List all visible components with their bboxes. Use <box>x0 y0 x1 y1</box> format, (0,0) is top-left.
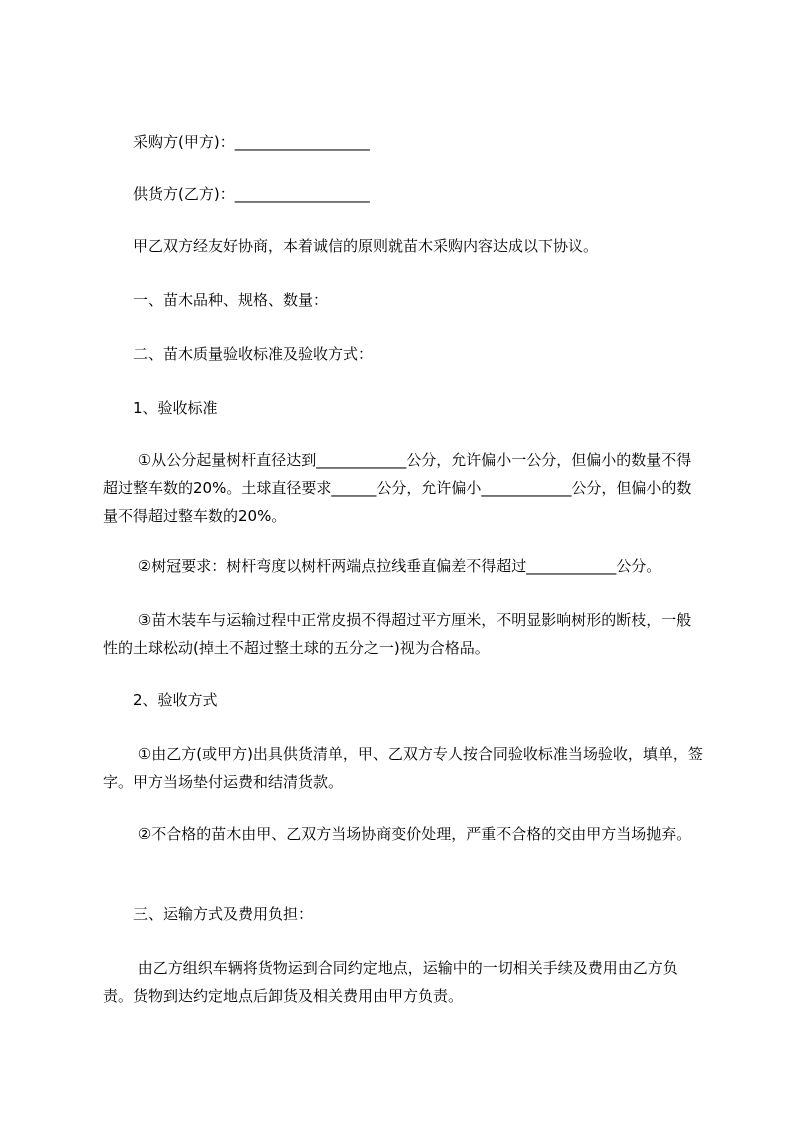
section-1-heading: 一、苗木品种、规格、数量： <box>103 291 329 309</box>
clause-transport-damage: ③苗木装车与运输过程中正常皮损不得超过平方厘米，不明显影响树形的断枝，一般性的土球松动(掉土不超过整土球的五分之一)视为合格品。 <box>103 611 692 657</box>
section-2-heading: 二、苗木质量验收标准及验收方式： <box>103 345 374 363</box>
supplier-line: 供货方(乙方)：__________________ <box>103 185 370 203</box>
subsection-acceptance-standard: 1、验收标准 <box>103 399 218 417</box>
clause-crown-requirement: ②树冠要求：树杆弯度以树杆两端点拉线垂直偏差不得超过____________公分。 <box>103 557 662 575</box>
buyer-line: 采购方(甲方)：__________________ <box>103 133 370 151</box>
clause-supply-list: ①由乙方(或甲方)出具供货清单，甲、乙双方专人按合同验收标准当场验收，填单，签字。甲方当场垫付运费和结清货款。 <box>103 745 703 791</box>
clause-transport: 由乙方组织车辆将货物运到合同约定地点，运输中的一切相关手续及费用由乙方负责。货物到达约定地点后卸货及相关费用由甲方负责。 <box>103 959 678 1005</box>
clause-trunk-diameter: ①从公分起量树杆直径达到____________公分，允许偏小一公分，但偏小的数量不得超过整车数的20%。土球直径要求______公分，允许偏小____________公分，但偏小的数量不得超过整车数的20%。 <box>103 451 692 525</box>
subsection-acceptance-method: 2、验收方式 <box>103 691 218 709</box>
clause-unqualified: ②不合格的苗木由甲、乙双方当场协商变价处理，严重不合格的交由甲方当场抛弃。 <box>103 825 692 843</box>
section-3-heading: 三、运输方式及费用负担： <box>103 905 314 923</box>
intro-paragraph: 甲乙双方经友好协商，本着诚信的原则就苗木采购内容达成以下协议。 <box>103 237 599 255</box>
